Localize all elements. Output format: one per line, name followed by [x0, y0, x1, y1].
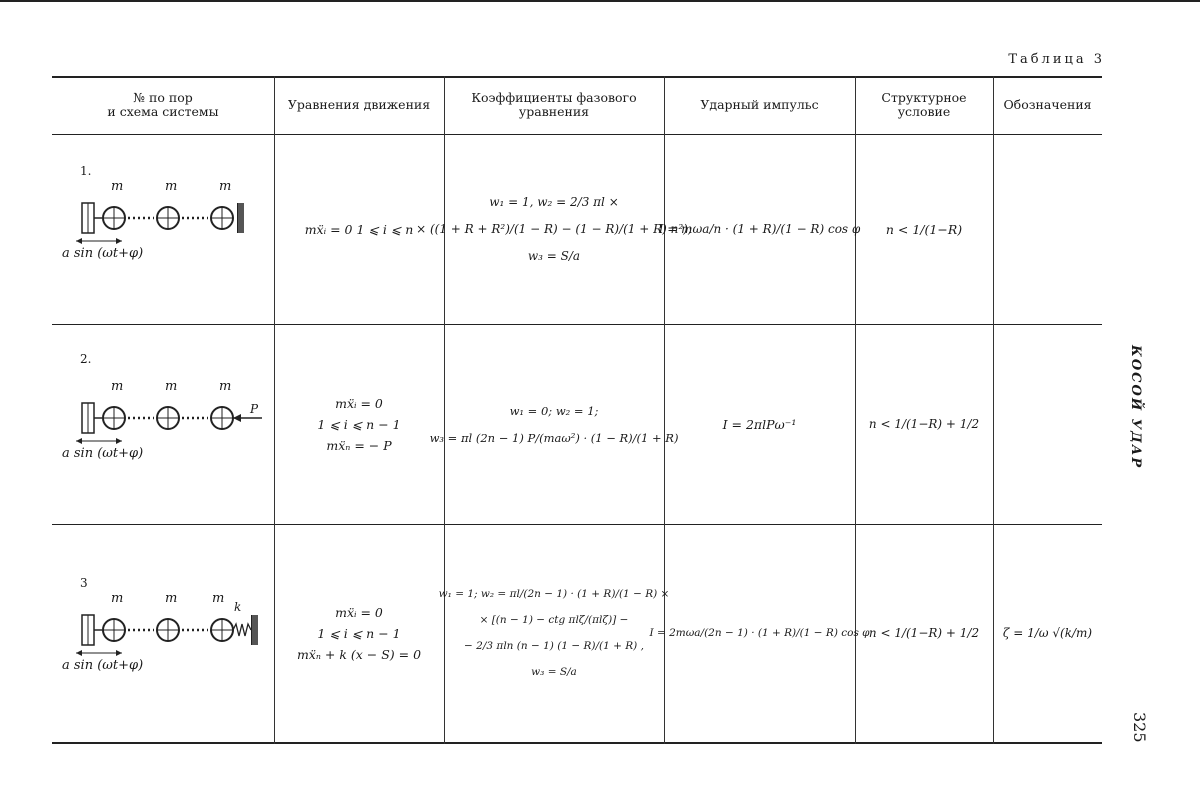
header-coefficients-text: Коэффициенты фазового уравнения: [471, 90, 637, 119]
mass-label: m: [111, 179, 124, 194]
header-condition: [855, 76, 993, 134]
row-number: 2.: [80, 352, 92, 366]
condition-formula: n < 1/(1−R): [885, 222, 963, 237]
page-top-rule: [0, 0, 1200, 2]
impulse-cell: [649, 525, 870, 742]
header-impulse-text: Ударный импульс: [700, 97, 819, 112]
mass-label: m: [111, 379, 124, 394]
coefficient-line: w₃ = S/a: [531, 666, 577, 678]
drive-label: a sin (ωt+φ): [62, 446, 144, 461]
coefficient-line: − 2/3 πln (n − 1) (1 − R)/(1 + R) ,: [464, 640, 644, 652]
header-equations: [274, 76, 444, 134]
equation-line: 1 ⩽ i ⩽ n − 1: [317, 626, 401, 641]
impulse-cell: [664, 325, 855, 524]
coefficient-line: w₃ = S/a: [527, 249, 581, 263]
header-number-scheme-text: № по пор и схема системы: [107, 90, 219, 119]
equation-line: mẍᵢ = 0: [335, 396, 383, 411]
condition-cell: [855, 135, 993, 324]
impulse-formula: I = mωa/n · (1 + R)/(1 − R) cos φ: [658, 222, 861, 236]
impulse-formula: I = 2πlPω⁻¹: [722, 417, 797, 432]
coefficient-line: w₁ = 1, w₂ = 2/3 πl ×: [489, 195, 619, 209]
coefficient-line: × [(n − 1) − ctg πlζ/(πlζ)] −: [479, 614, 629, 626]
equation-line: mẍₙ = − P: [326, 438, 392, 453]
impulse-cell: [658, 135, 861, 324]
equations-cell: [274, 325, 444, 524]
equation-line: mẍᵢ = 0 1 ⩽ i ⩽ n: [304, 222, 414, 237]
notation-cell: [993, 325, 1102, 524]
coefficient-line: w₃ = πl (2n − 1) P/(maω²) · (1 − R)/(1 + R): [429, 430, 679, 445]
equation-line: mẍₙ + k (x − S) = 0: [296, 647, 422, 662]
condition-formula: n < 1/(1−R) + 1/2: [868, 417, 980, 431]
drive-label: a sin (ωt+φ): [62, 658, 144, 673]
coefficients-cell: [416, 135, 692, 324]
spring-label: k: [234, 600, 242, 614]
mass-label: m: [165, 591, 178, 606]
equation-line: 1 ⩽ i ⩽ n − 1: [317, 417, 401, 432]
header-number-scheme: [52, 76, 274, 134]
coefficients-cell: [429, 325, 679, 524]
table-bottom-rule: [52, 742, 1102, 744]
equation-line: mẍᵢ = 0: [335, 605, 383, 620]
force-label: P: [250, 402, 259, 416]
mass-label: m: [219, 379, 232, 394]
mass-label: m: [165, 179, 178, 194]
coefficient-line: w₁ = 0; w₂ = 1;: [509, 403, 599, 418]
page-number: 325: [1130, 712, 1149, 743]
notation-cell: [993, 525, 1102, 742]
header-impulse: [664, 76, 855, 134]
coefficients-cell: [438, 525, 670, 742]
impulse-formula: I = 2mωa/(2n − 1) · (1 + R)/(1 − R) cos φ: [649, 627, 870, 639]
mass-label: m: [212, 591, 225, 606]
table: [52, 76, 1102, 744]
header-coefficients: [444, 76, 664, 134]
row-number: 3: [80, 576, 88, 590]
notation-formula: ζ = 1/ω √(k/m): [1002, 626, 1093, 640]
header-notation: [993, 76, 1102, 134]
condition-formula: n < 1/(1−R) + 1/2: [868, 626, 980, 640]
coefficient-line: × ((1 + R + R²)/(1 − R) − (1 − R)/(1 + R) n²);: [416, 222, 692, 236]
notation-cell: [993, 135, 1102, 324]
mass-label: m: [111, 591, 124, 606]
table-caption: Таблица 3: [1008, 52, 1105, 67]
header-condition-text: Структурное условие: [881, 90, 967, 119]
mass-label: m: [219, 179, 232, 194]
header-notation-text: Обозначения: [1003, 97, 1092, 112]
mass-label: m: [165, 379, 178, 394]
condition-cell: [855, 525, 993, 742]
condition-cell: [855, 325, 993, 524]
coefficient-line: w₁ = 1; w₂ = πl/(2n − 1) · (1 + R)/(1 − R) ×: [438, 588, 670, 600]
equations-cell: [274, 525, 444, 742]
running-head: КОСОЙ УДАР: [1128, 345, 1143, 470]
drive-label: a sin (ωt+φ): [62, 246, 144, 261]
header-equations-text: Уравнения движения: [287, 97, 431, 112]
row-number: 1.: [80, 164, 92, 178]
